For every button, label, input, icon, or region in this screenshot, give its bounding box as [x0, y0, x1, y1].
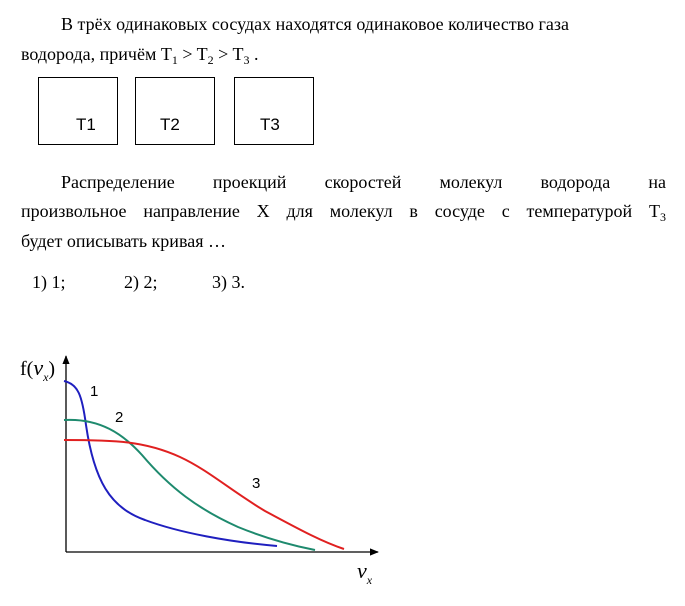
vessel-1-label: T1	[76, 115, 96, 134]
vessel-2-label: T2	[160, 115, 180, 134]
answer-option-3[interactable]: 3) 3.	[212, 272, 245, 292]
y-axis-label: $f(v_x)$	[20, 355, 56, 384]
intro-line1: В трёх одинаковых сосудах находятся одинаковое количество газа	[61, 14, 570, 34]
curve-1-label: 1	[90, 383, 99, 400]
vessel-3-label: T3	[260, 115, 280, 134]
temperature-relation: $T_1 > T_2 > T_3$ .	[160, 44, 259, 67]
question-line1: Распределение проекций скоростей молекул водорода на	[61, 172, 666, 192]
x-axis-label: $v_x$	[357, 558, 373, 587]
answer-option-1[interactable]: 1) 1;	[32, 272, 66, 292]
answer-option-2[interactable]: 2) 2;	[124, 272, 158, 292]
curve-3	[64, 440, 344, 549]
curve-2	[64, 420, 315, 550]
curve-2-label: 2	[115, 409, 124, 426]
curve-3-label: 3	[252, 475, 261, 492]
intro-line2: водорода, причём	[21, 44, 161, 64]
curve-1	[64, 381, 277, 546]
question-line3: будет описывать кривая …	[21, 231, 226, 251]
question-line2: произвольное направление Х для молекул в сосуде с температурой $Т_3$	[21, 201, 666, 224]
